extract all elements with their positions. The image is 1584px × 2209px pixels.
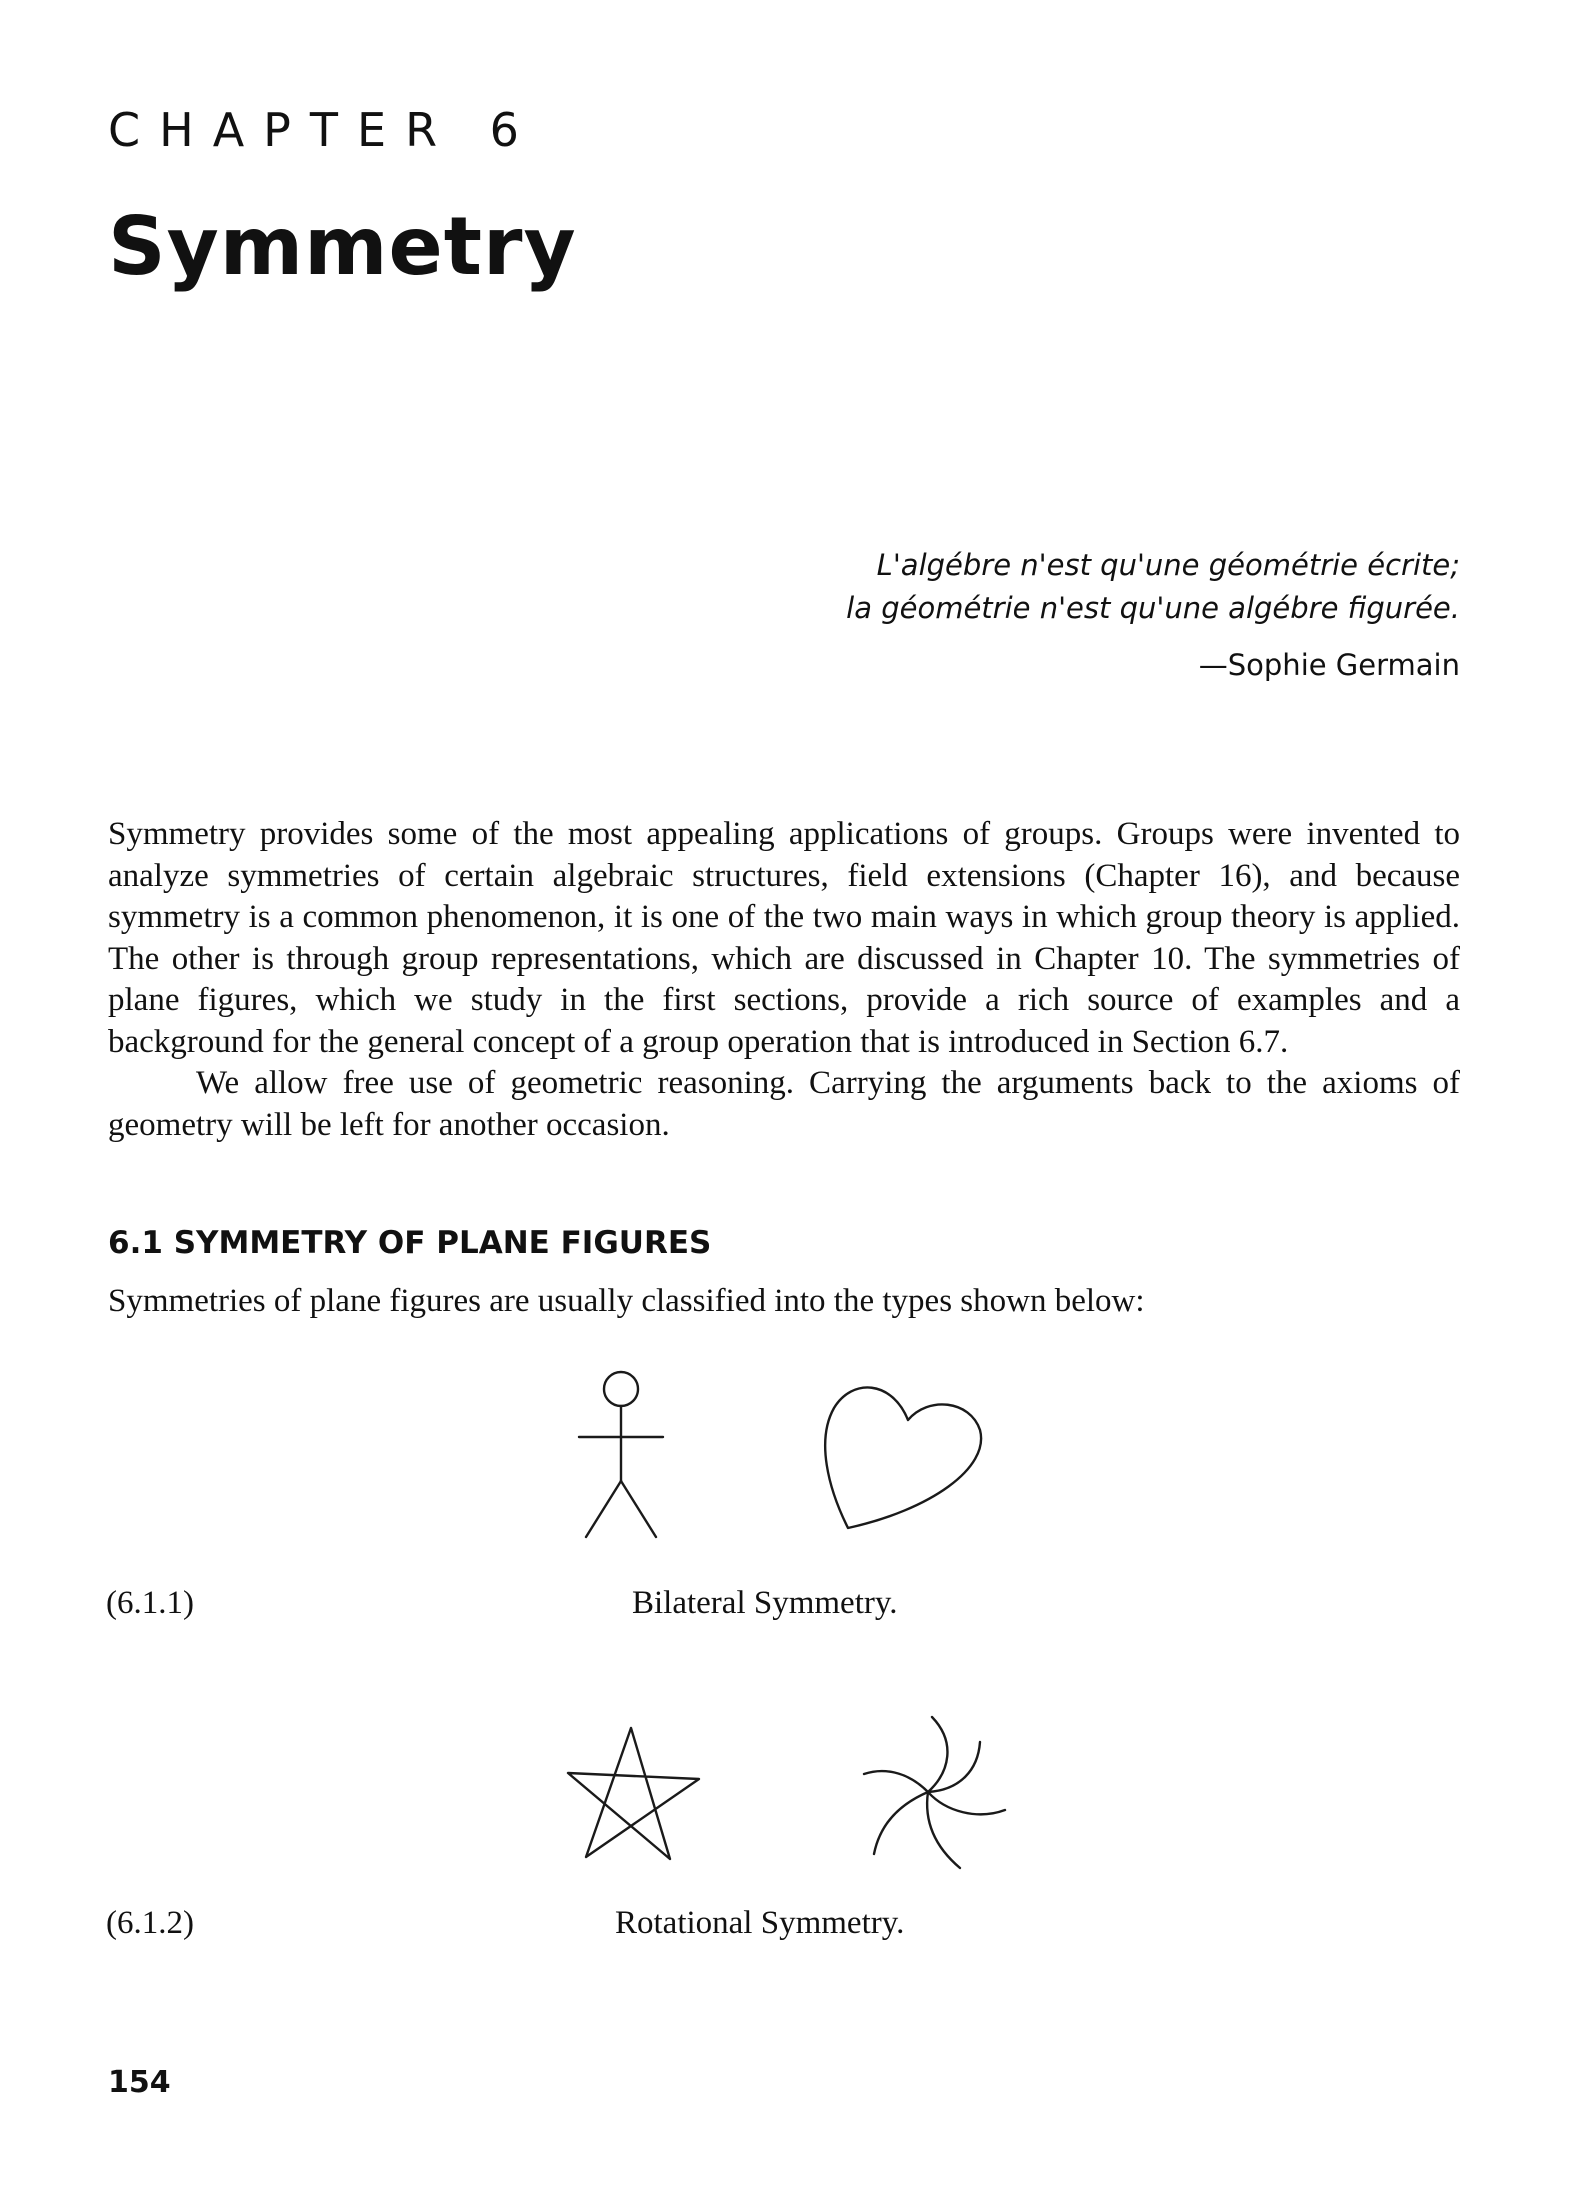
stick-figure-drawing — [576, 1365, 676, 1540]
page-number: 154 — [108, 2065, 171, 2100]
figure-caption-2: Rotational Symmetry. — [615, 1905, 905, 1941]
heart-drawing — [820, 1370, 990, 1540]
epigraph-line-1: L'algébre n'est qu'une géométrie écrite; — [876, 548, 1460, 582]
body-text — [108, 814, 1460, 1146]
epigraph-attribution: —Sophie Germain — [1198, 648, 1460, 682]
pinwheel-drawing — [860, 1712, 1010, 1882]
pentagram-drawing — [565, 1725, 705, 1865]
body-paragraph-2: We allow free use of geometric reasoning. Carrying the arguments back to the axioms of geometry will be left for another occasion. — [108, 1065, 1460, 1143]
section-intro: Symmetries of plane figures are usually classified into the types shown below: — [108, 1283, 1145, 1319]
chapter-title: Symmetry — [108, 200, 577, 293]
body-paragraph-1: Symmetry provides some of the most appealing applications of groups. Groups were invented to analyze symmetries of certain algebraic structures, field extensions (Chapter 16), and because symmetry is a common phenomenon, it is one of the two main ways in which group theory is applied. The other is through group representations, which are discussed in Chapter 10. The symmetries of plane figures, which we study in the first sections, provide a rich source of examples and a background for the general concept of a group operation that is introduced in Section 6.7. — [108, 816, 1460, 1060]
epigraph-line-2: la géométrie n'est qu'une algébre figurée. — [846, 591, 1460, 625]
equation-number-2: (6.1.2) — [106, 1905, 194, 1941]
chapter-label: CHAPTER 6 — [108, 103, 538, 157]
equation-number-1: (6.1.1) — [106, 1585, 194, 1621]
section-heading: 6.1 SYMMETRY OF PLANE FIGURES — [108, 1225, 712, 1261]
figure-caption-1: Bilateral Symmetry. — [632, 1585, 898, 1621]
